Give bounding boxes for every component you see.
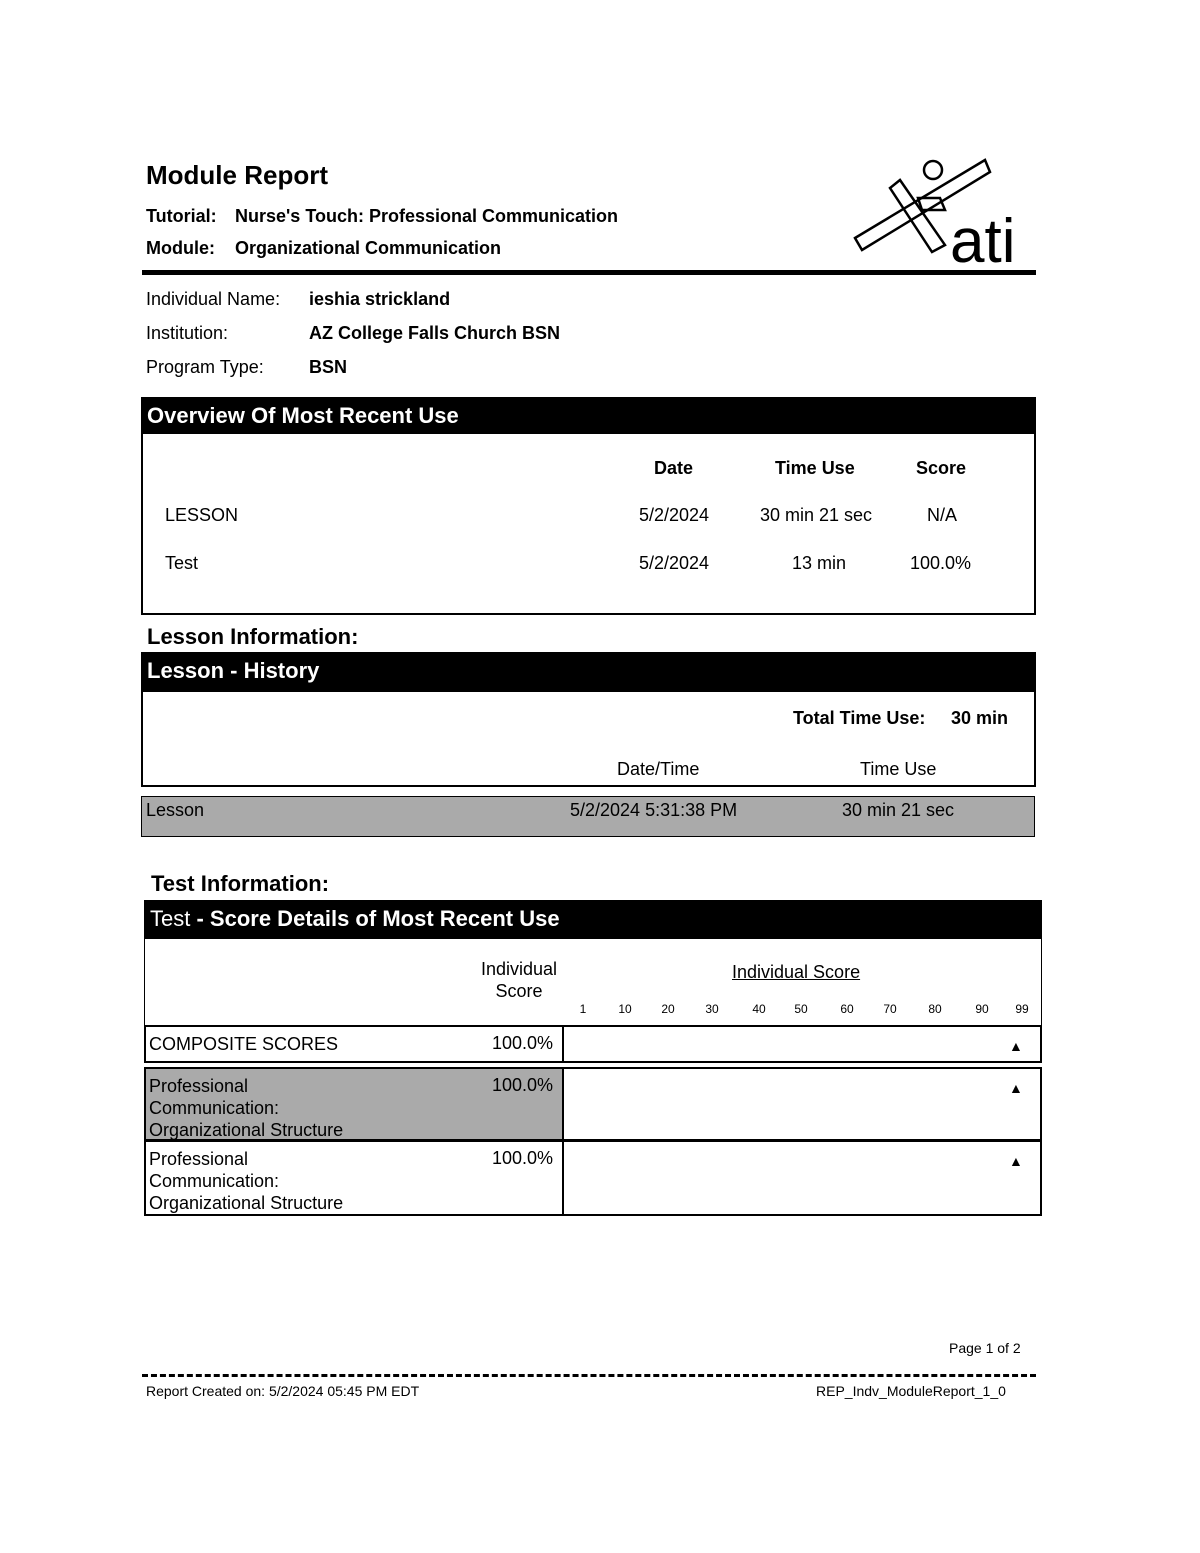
scale-tick-label: 1 xyxy=(579,1002,587,1016)
overview-row-score: 100.0% xyxy=(910,553,972,573)
test-score-details-title-bar xyxy=(144,900,1042,939)
total-time-use-value: 30 min xyxy=(951,708,1009,728)
test-row-label: Professional Communication: Organizational Structure xyxy=(149,1076,344,1140)
header-rule xyxy=(142,270,1036,275)
test-bar-rest: - Score Details of Most Recent Use xyxy=(196,906,560,931)
overview-row-name: Test xyxy=(165,553,199,573)
overview-title-bar: Overview Of Most Recent Use xyxy=(141,397,1036,434)
test-row-score: 100.0% xyxy=(491,1033,553,1053)
individual-name-label: Individual Name: xyxy=(146,289,281,309)
overview-header-date: Date xyxy=(654,458,694,478)
scale-tick-label: 30 xyxy=(705,1002,719,1016)
scale-tick-label: 60 xyxy=(840,1002,854,1016)
program-type-label: Program Type: xyxy=(146,357,264,377)
overview-row-time-use: 30 min 21 sec xyxy=(760,505,873,525)
lesson-row-name: Lesson xyxy=(146,800,205,820)
scale-tick-label: 90 xyxy=(975,1002,989,1016)
scale-tick-label: 80 xyxy=(928,1002,942,1016)
overview-header-score: Score xyxy=(916,458,967,478)
page-number: Page 1 of 2 xyxy=(949,1340,1021,1356)
individual-score-scale-title: Individual Score xyxy=(732,962,861,982)
test-row-scale-cell xyxy=(562,1140,1042,1216)
test-row-scale-cell xyxy=(562,1025,1042,1063)
scale-tick-label: 99 xyxy=(1015,1002,1029,1016)
overview-header-time-use: Time Use xyxy=(775,458,855,478)
score-marker-icon: ▲ xyxy=(1009,1038,1023,1054)
scale-tick-label: 40 xyxy=(752,1002,766,1016)
institution-value: AZ College Falls Church BSN xyxy=(309,323,561,343)
program-type-value: BSN xyxy=(309,357,348,377)
lesson-row-datetime: 5/2/2024 5:31:38 PM xyxy=(570,800,738,820)
institution-label: Institution: xyxy=(146,323,229,343)
logo-wordmark: ati xyxy=(950,207,1016,265)
ati-logo xyxy=(850,150,1040,265)
tutorial-value: Nurse's Touch: Professional Communication xyxy=(235,206,619,226)
lesson-row-time-use: 30 min 21 sec xyxy=(842,800,955,820)
report-created-timestamp: Report Created on: 5/2/2024 05:45 PM EDT xyxy=(146,1383,420,1399)
lesson-col-time-use: Time Use xyxy=(860,759,937,779)
page-title: Module Report xyxy=(146,160,328,190)
test-row-score: 100.0% xyxy=(491,1148,553,1168)
score-marker-icon: ▲ xyxy=(1009,1080,1023,1096)
test-row-label: COMPOSITE SCORES xyxy=(149,1034,339,1054)
test-section-heading: Test Information: xyxy=(151,871,330,896)
overview-row-date: 5/2/2024 xyxy=(639,505,710,525)
overview-row-date: 5/2/2024 xyxy=(639,553,710,573)
lesson-history-title-bar: Lesson - History xyxy=(141,652,1036,692)
scale-tick-label: 50 xyxy=(794,1002,808,1016)
individual-name-value: ieshia strickland xyxy=(309,289,451,309)
module-value: Organizational Communication xyxy=(235,238,502,258)
scale-tick-label: 10 xyxy=(618,1002,632,1016)
lesson-col-datetime: Date/Time xyxy=(617,759,700,779)
lesson-section-heading: Lesson Information: xyxy=(147,624,359,649)
overview-row-time-use: 13 min xyxy=(792,553,847,573)
footer-dashed-rule xyxy=(142,1374,1036,1377)
overview-row-score: N/A xyxy=(927,505,958,525)
test-row-label: Professional Communication: Organizational Structure xyxy=(149,1149,344,1213)
scale-tick-label: 20 xyxy=(661,1002,675,1016)
individual-score-column-header: Individual Score xyxy=(480,959,558,1001)
tutorial-label: Tutorial: xyxy=(146,206,217,226)
test-row-score: 100.0% xyxy=(491,1075,553,1095)
test-bar-prefix: Test xyxy=(150,906,191,931)
total-time-use-label: Total Time Use: xyxy=(793,708,926,728)
report-id: REP_Indv_ModuleReport_1_0 xyxy=(816,1383,1006,1399)
module-label: Module: xyxy=(146,238,215,258)
overview-row-name: LESSON xyxy=(165,505,239,525)
test-row-scale-cell xyxy=(562,1067,1042,1141)
scale-tick-label: 70 xyxy=(883,1002,897,1016)
score-marker-icon: ▲ xyxy=(1009,1153,1023,1169)
